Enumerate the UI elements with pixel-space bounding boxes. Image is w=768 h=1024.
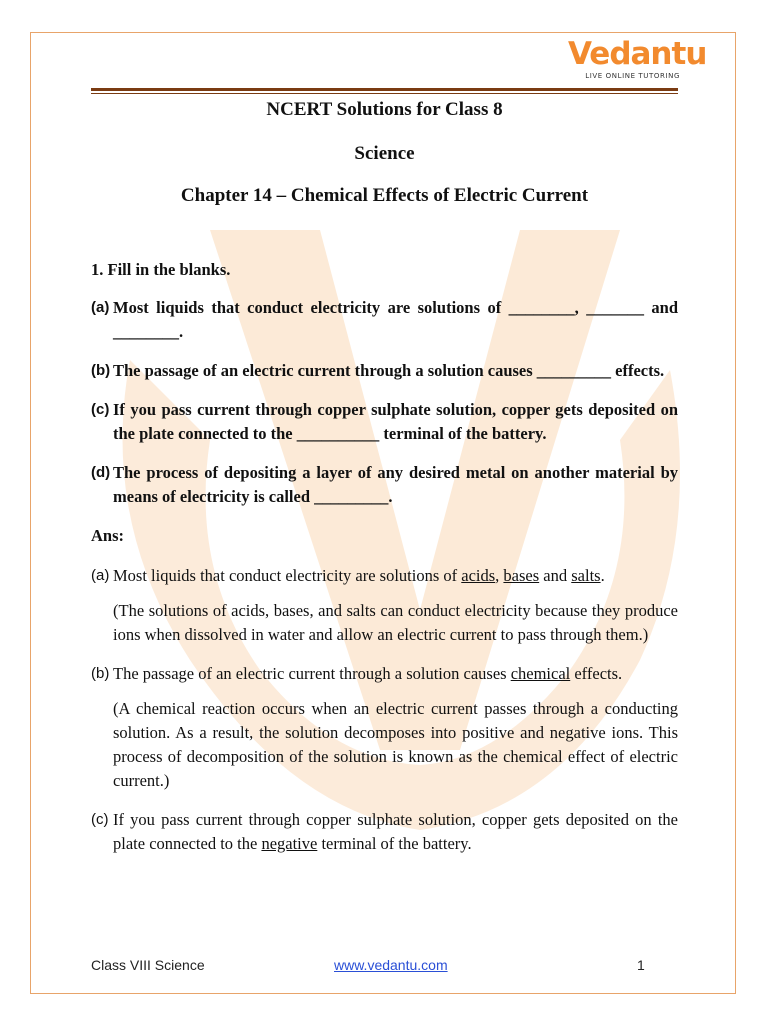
answer-word: negative	[261, 834, 318, 853]
answer-item-a	[91, 564, 678, 588]
answer-word: acids	[461, 566, 496, 585]
page-number: 1	[637, 957, 645, 973]
answer-text: The passage of an electric current through a solution causes	[113, 664, 511, 683]
item-text	[113, 662, 678, 686]
item-label: (b)	[91, 362, 111, 379]
answer-item-c	[91, 808, 678, 856]
answer-text: terminal of the battery.	[317, 834, 472, 853]
answer-text: Most liquids that conduct electricity are solutions of	[113, 566, 462, 585]
answer-word: bases	[503, 566, 540, 585]
question-item-b	[91, 359, 678, 383]
item-text: If you pass current through copper sulphate solution, copper gets deposited on the plate connected to the __________ terminal of the battery.	[113, 400, 678, 443]
question-item-c	[91, 398, 678, 446]
item-text: The passage of an electric current through a solution causes _________ effects.	[113, 361, 665, 380]
subject-title: Science	[354, 143, 415, 164]
page-content	[91, 258, 678, 871]
item-text	[113, 564, 678, 588]
explanation-a: (The solutions of acids, bases, and salts can conduct electricity because they produce ions when dissolved in water and allow an electric current to pass through them.)	[113, 601, 678, 644]
header-rule	[91, 88, 678, 91]
answer-text: effects.	[570, 664, 623, 683]
vedantu-logo	[568, 36, 707, 80]
logo-wordmark: Vedantu	[568, 36, 707, 72]
item-label: (a)	[91, 299, 110, 316]
footer-class-label: Class VIII Science	[91, 957, 205, 973]
header-rule-thin	[91, 93, 678, 94]
item-label: (b)	[91, 665, 110, 682]
logo-tagline: LIVE ONLINE TUTORING	[585, 72, 680, 80]
answer-text: If you pass current through copper sulphate solution, copper gets deposited on the plate connected to the	[113, 810, 678, 853]
item-text: The process of depositing a layer of any desired metal on another material by means of electricity is called _________.	[113, 463, 678, 506]
item-text: Most liquids that conduct electricity are solutions of ________, _______ and ________.	[113, 298, 678, 341]
answer-word: chemical	[510, 664, 571, 683]
item-label: (c)	[91, 811, 109, 828]
answer-sep: ,	[495, 566, 504, 585]
footer-website-link[interactable]: www.vedantu.com	[334, 957, 448, 973]
item-label: (a)	[91, 567, 110, 584]
item-label: (d)	[91, 464, 111, 481]
answer-heading: Ans:	[91, 526, 125, 545]
answer-word: salts	[571, 566, 601, 585]
question-item-a	[91, 296, 678, 344]
item-label: (c)	[91, 401, 110, 418]
answer-text: .	[600, 566, 605, 585]
answer-sep: and	[539, 566, 572, 585]
question-item-d	[91, 461, 678, 509]
explanation-b: (A chemical reaction occurs when an electric current passes through a conducting solution. As a result, the solution decomposes into positive and negative ions. This process of decomposition of the solution is known as the chemical effect of electric current.)	[113, 699, 678, 790]
question-heading: 1. Fill in the blanks.	[91, 260, 231, 279]
document-title: NCERT Solutions for Class 8	[266, 99, 503, 120]
item-text	[113, 808, 678, 856]
chapter-title: Chapter 14 – Chemical Effects of Electric Current	[180, 185, 589, 206]
answer-item-b	[91, 662, 678, 686]
